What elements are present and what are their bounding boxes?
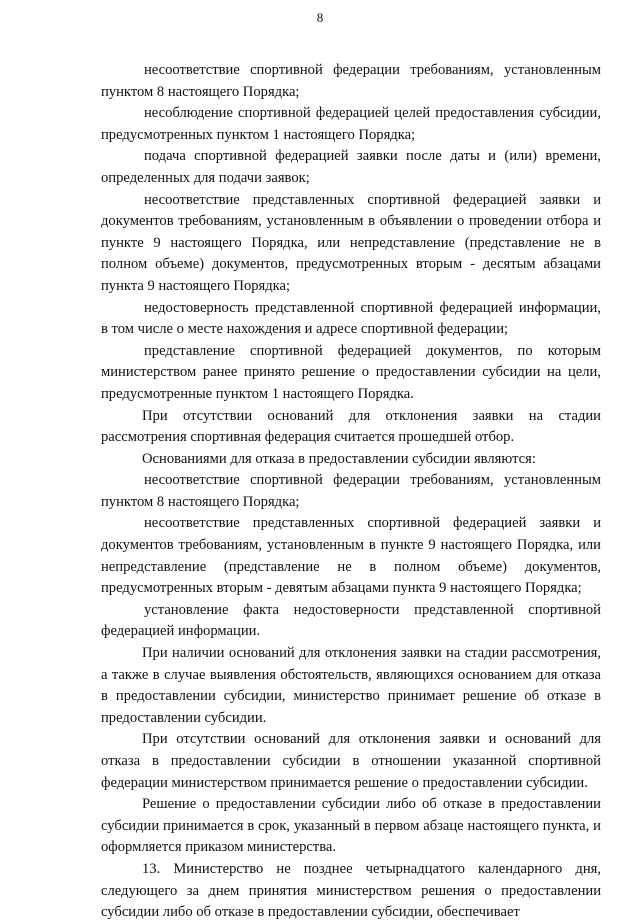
paragraph: При отсутствии оснований для отклонения заявки на стадии рассмотрения спортивная федерация считается прошедшей отбор. [101,407,601,446]
page-number: 8 [316,10,324,25]
paragraph: несоответствие представленных спортивной федерацией заявки и документов требованиям, установленным в объявлении о проведении отбора и пункте 9 настоящего Порядка, или непредставление (представление не в полном объеме) документов, предусмотренных вторым - десятым абзацами пункта 9 настоящего Порядка; [101,191,601,294]
paragraph: 13. Министерство не позднее четырнадцатого календарного дня, следующего за днем принятия министерством решения о предоставлении субсидии либо об отказе в предоставлении субсидии, обеспечивает [101,860,601,921]
paragraph: Основаниями для отказа в предоставлении субсидии являются: [142,450,536,467]
paragraph: несоответствие представленных спортивной федерацией заявки и документов требованиям, установленным в пункте 9 настоящего Порядка, или непредставление (представление не в полном объеме) документов, предусмотренных вторым - девятым абзацами пункта 9 настоящего Порядка; [101,515,601,597]
paragraph: подача спортивной федерацией заявки после даты и (или) времени, определенных для подачи заявок; [101,148,601,186]
paragraph: При отсутствии оснований для отклонения заявки и оснований для отказа в предоставлении субсидии в отношении указанной спортивной федерации министерством принимается решение о предоставлении субсидии. [101,731,601,791]
document-body [101,60,601,924]
paragraph: несоответствие спортивной федерации требованиям, установленным пунктом 8 настоящего Порядка; [101,62,601,100]
paragraph: несоблюдение спортивной федерацией целей предоставления субсидии, предусмотренных пунктом 1 настоящего Порядка; [101,105,601,143]
paragraph: несоответствие спортивной федерации требованиям, установленным пунктом 8 настоящего Порядка; [101,472,601,510]
paragraph: представление спортивной федерацией документов, по которым министерством ранее принято решение о предоставлении субсидии на цели, предусмотренные пунктом 1 настоящего Порядка. [101,342,601,402]
paragraph: установление факта недостоверности представленной спортивной федерацией информации. [101,601,601,640]
paragraph: недостоверность представленной спортивной федерацией информации, в том числе о месте нахождения и адресе спортивной федерации; [101,299,601,338]
paragraph: При наличии оснований для отклонения заявки на стадии рассмотрения, а также в случае выявления обстоятельств, являющихся основанием для отказа в предоставлении субсидии, министерство принимает решение об отказе в предоставлении субсидии. [101,645,601,726]
paragraph: Решение о предоставлении субсидии либо об отказе в предоставлении субсидии принимается в срок, указанный в первом абзаце настоящего пункта, и оформляется приказом министерства. [101,796,601,856]
